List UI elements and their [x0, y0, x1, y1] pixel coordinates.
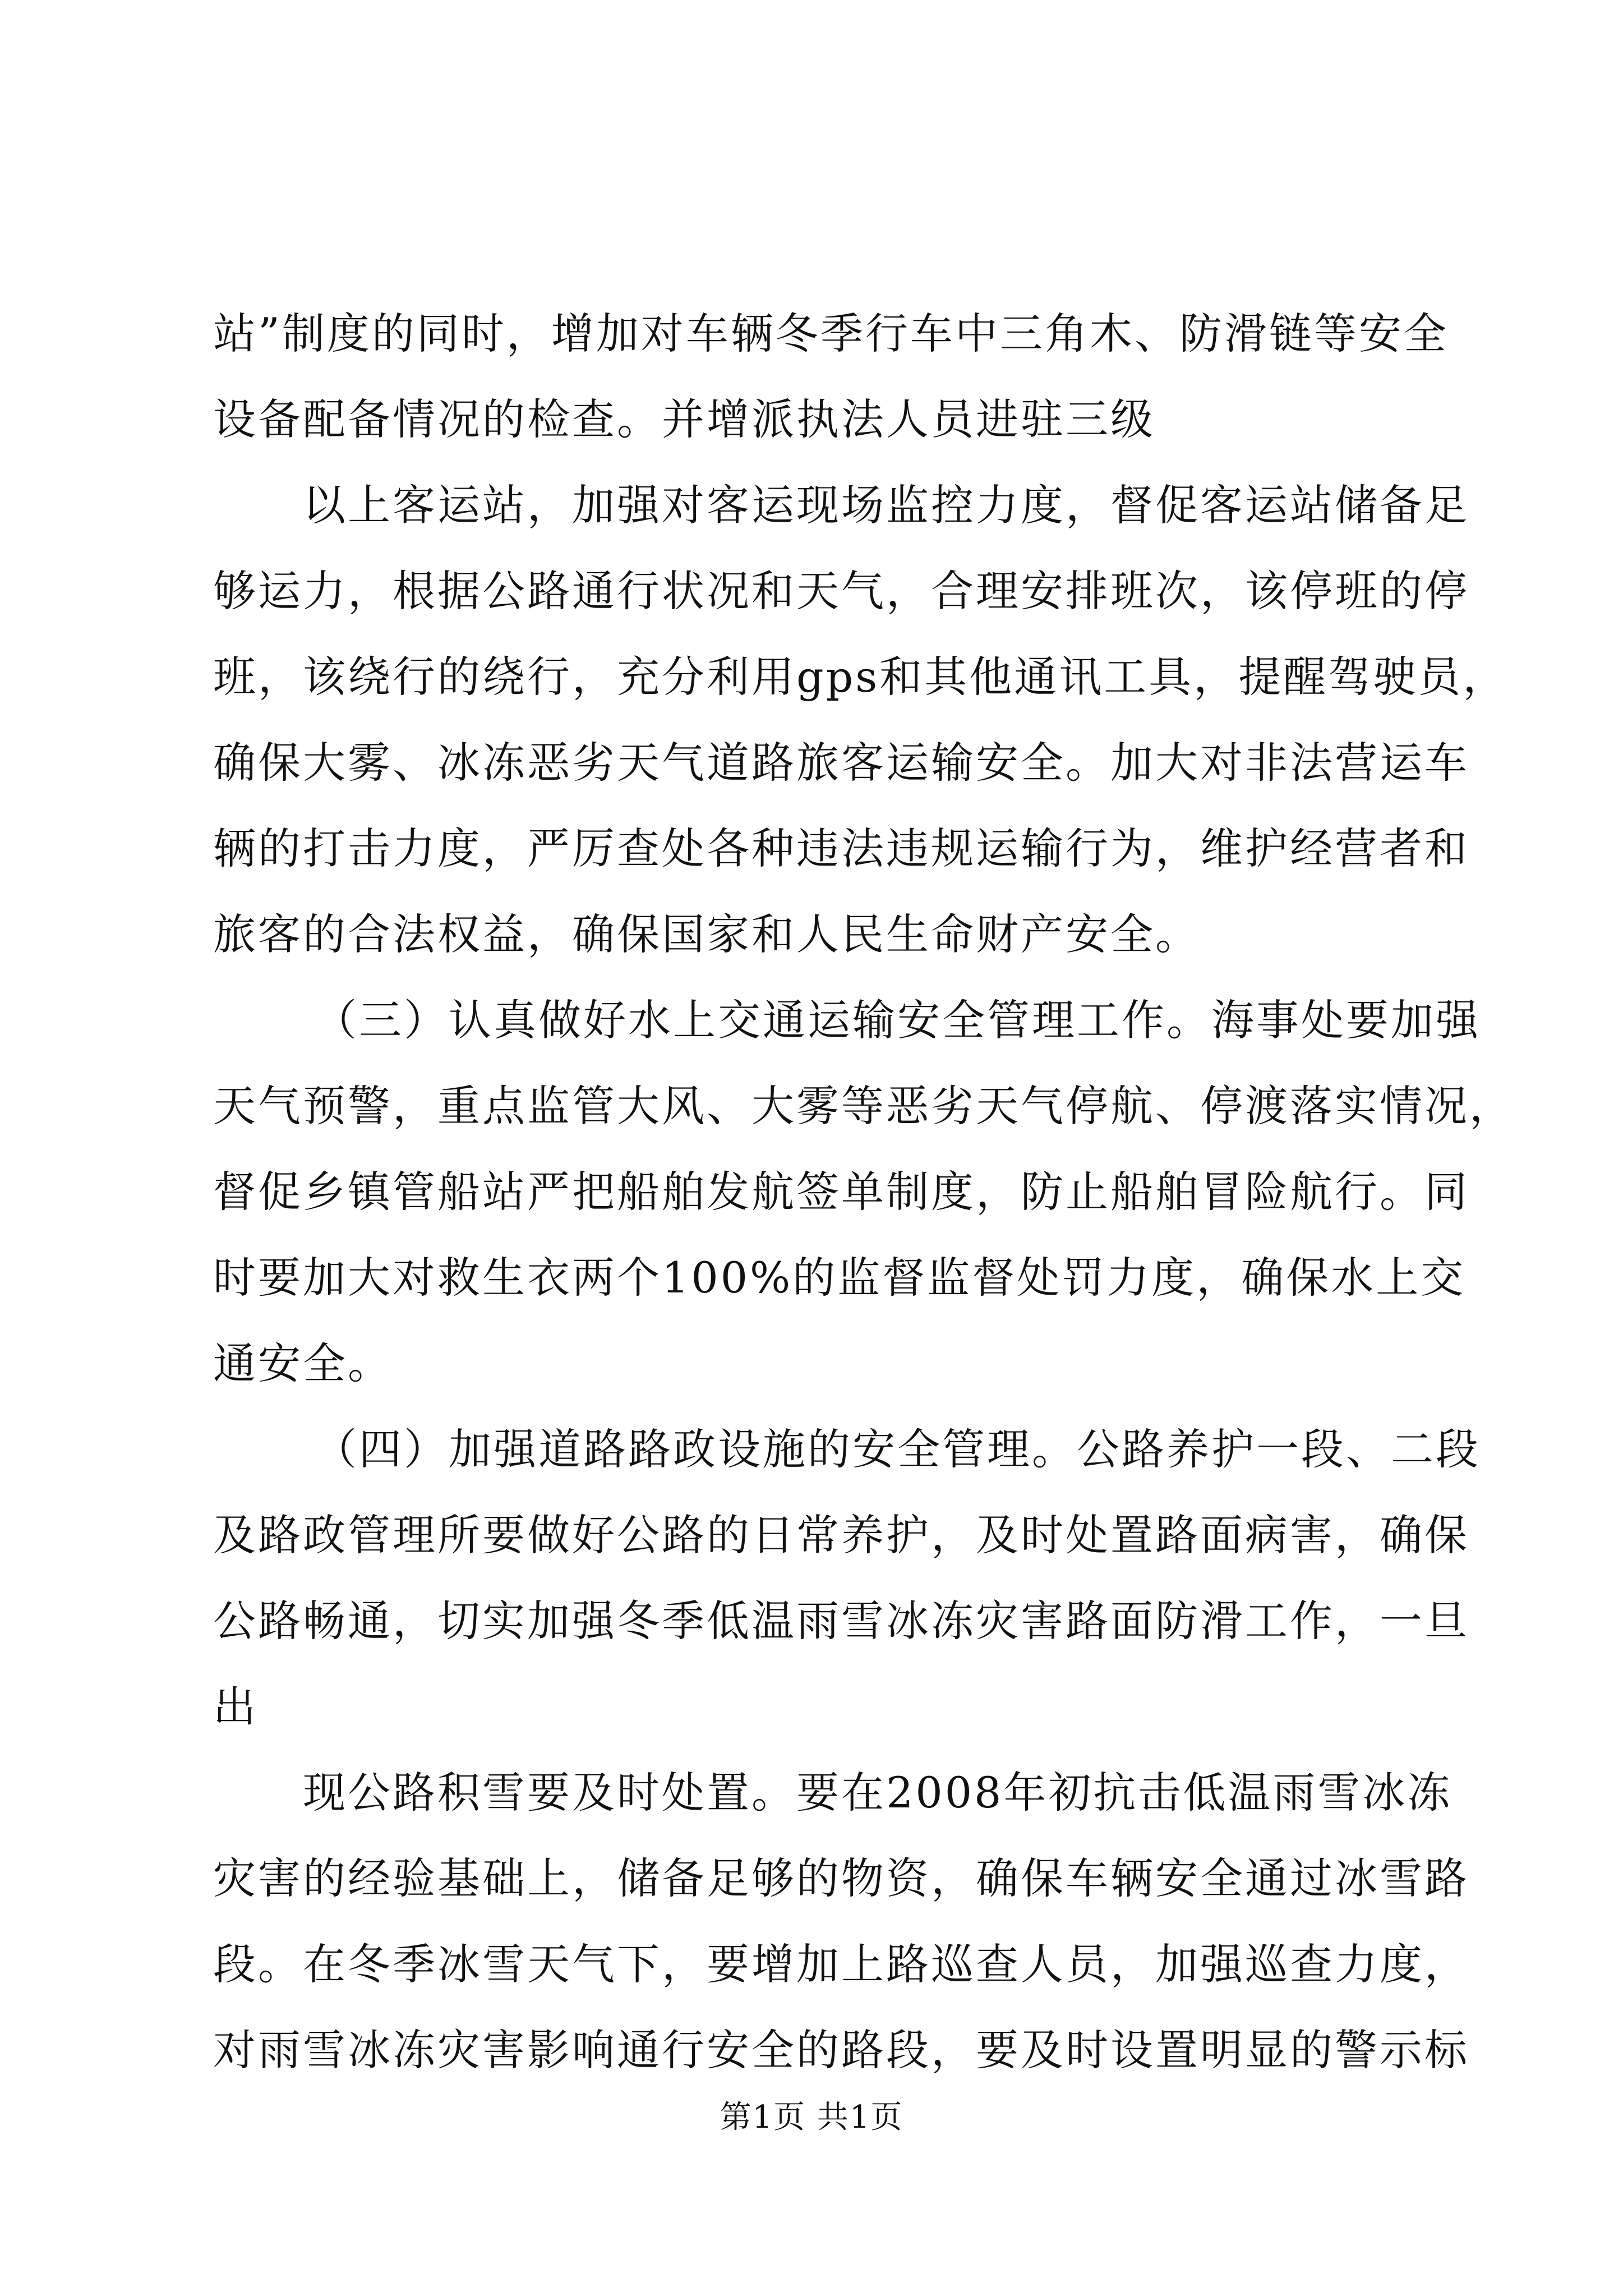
- text-line: 出: [213, 1682, 258, 1732]
- text-line: 通安全。: [213, 1338, 393, 1388]
- text-line: 督促乡镇管船站严把船舶发航签单制度，防止船舶冒险航行。同: [213, 1167, 1469, 1217]
- text-line: 及路政管理所要做好公路的日常养护，及时处置路面病害，确保: [213, 1510, 1469, 1560]
- text-line: 确保大雾、冰冻恶劣天气道路旅客运输安全。加大对非法营运车: [213, 738, 1469, 788]
- text-line: 时要加大对救生衣两个100%的监督监督处罚力度，确保水上交: [213, 1253, 1466, 1303]
- text-line: （三）认真做好水上交通运输安全管理工作。海事处要加强: [314, 995, 1481, 1045]
- text-line: 以上客运站，加强对客运现场监控力度，督促客运站储备足: [303, 480, 1469, 530]
- text-line: 灾害的经验基础上，储备足够的物资，确保车辆安全通过冰雪路: [213, 1853, 1469, 1903]
- text-line: 公路畅通，切实加强冬季低温雨雪冰冻灾害路面防滑工作，一旦: [213, 1596, 1469, 1646]
- text-line: 段。在冬季冰雪天气下，要增加上路巡查人员，加强巡查力度，: [213, 1939, 1469, 1989]
- text-line: 现公路积雪要及时处置。要在2008年初抗击低温雨雪冰冻: [303, 1768, 1453, 1818]
- page-number-footer: 第1页 共1页: [720, 2099, 903, 2136]
- text-line: 天气预警，重点监管大风、大雾等恶劣天气停航、停渡落实情况，: [213, 1081, 1514, 1131]
- text-line: 设备配备情况的检查。并增派执法人员进驻三级: [213, 394, 1155, 444]
- text-line: 辆的打击力度，严厉查处各种违法违规运输行为，维护经营者和: [213, 823, 1469, 873]
- text-line: 对雨雪冰冻灾害影响通行安全的路段，要及时设置明显的警示标: [213, 2025, 1469, 2075]
- text-line: （四）加强道路路政设施的安全管理。公路养护一段、二段: [314, 1424, 1481, 1474]
- text-line: 够运力，根据公路通行状况和天气，合理安排班次，该停班的停: [213, 566, 1469, 616]
- text-line: 站”制度的同时，增加对车辆冬季行车中三角木、防滑链等安全: [213, 309, 1449, 358]
- text-line: 旅客的合法权益，确保国家和人民生命财产安全。: [213, 909, 1200, 959]
- text-line: 班，该绕行的绕行，充分利用gps和其他通讯工具，提醒驾驶员，: [213, 652, 1508, 702]
